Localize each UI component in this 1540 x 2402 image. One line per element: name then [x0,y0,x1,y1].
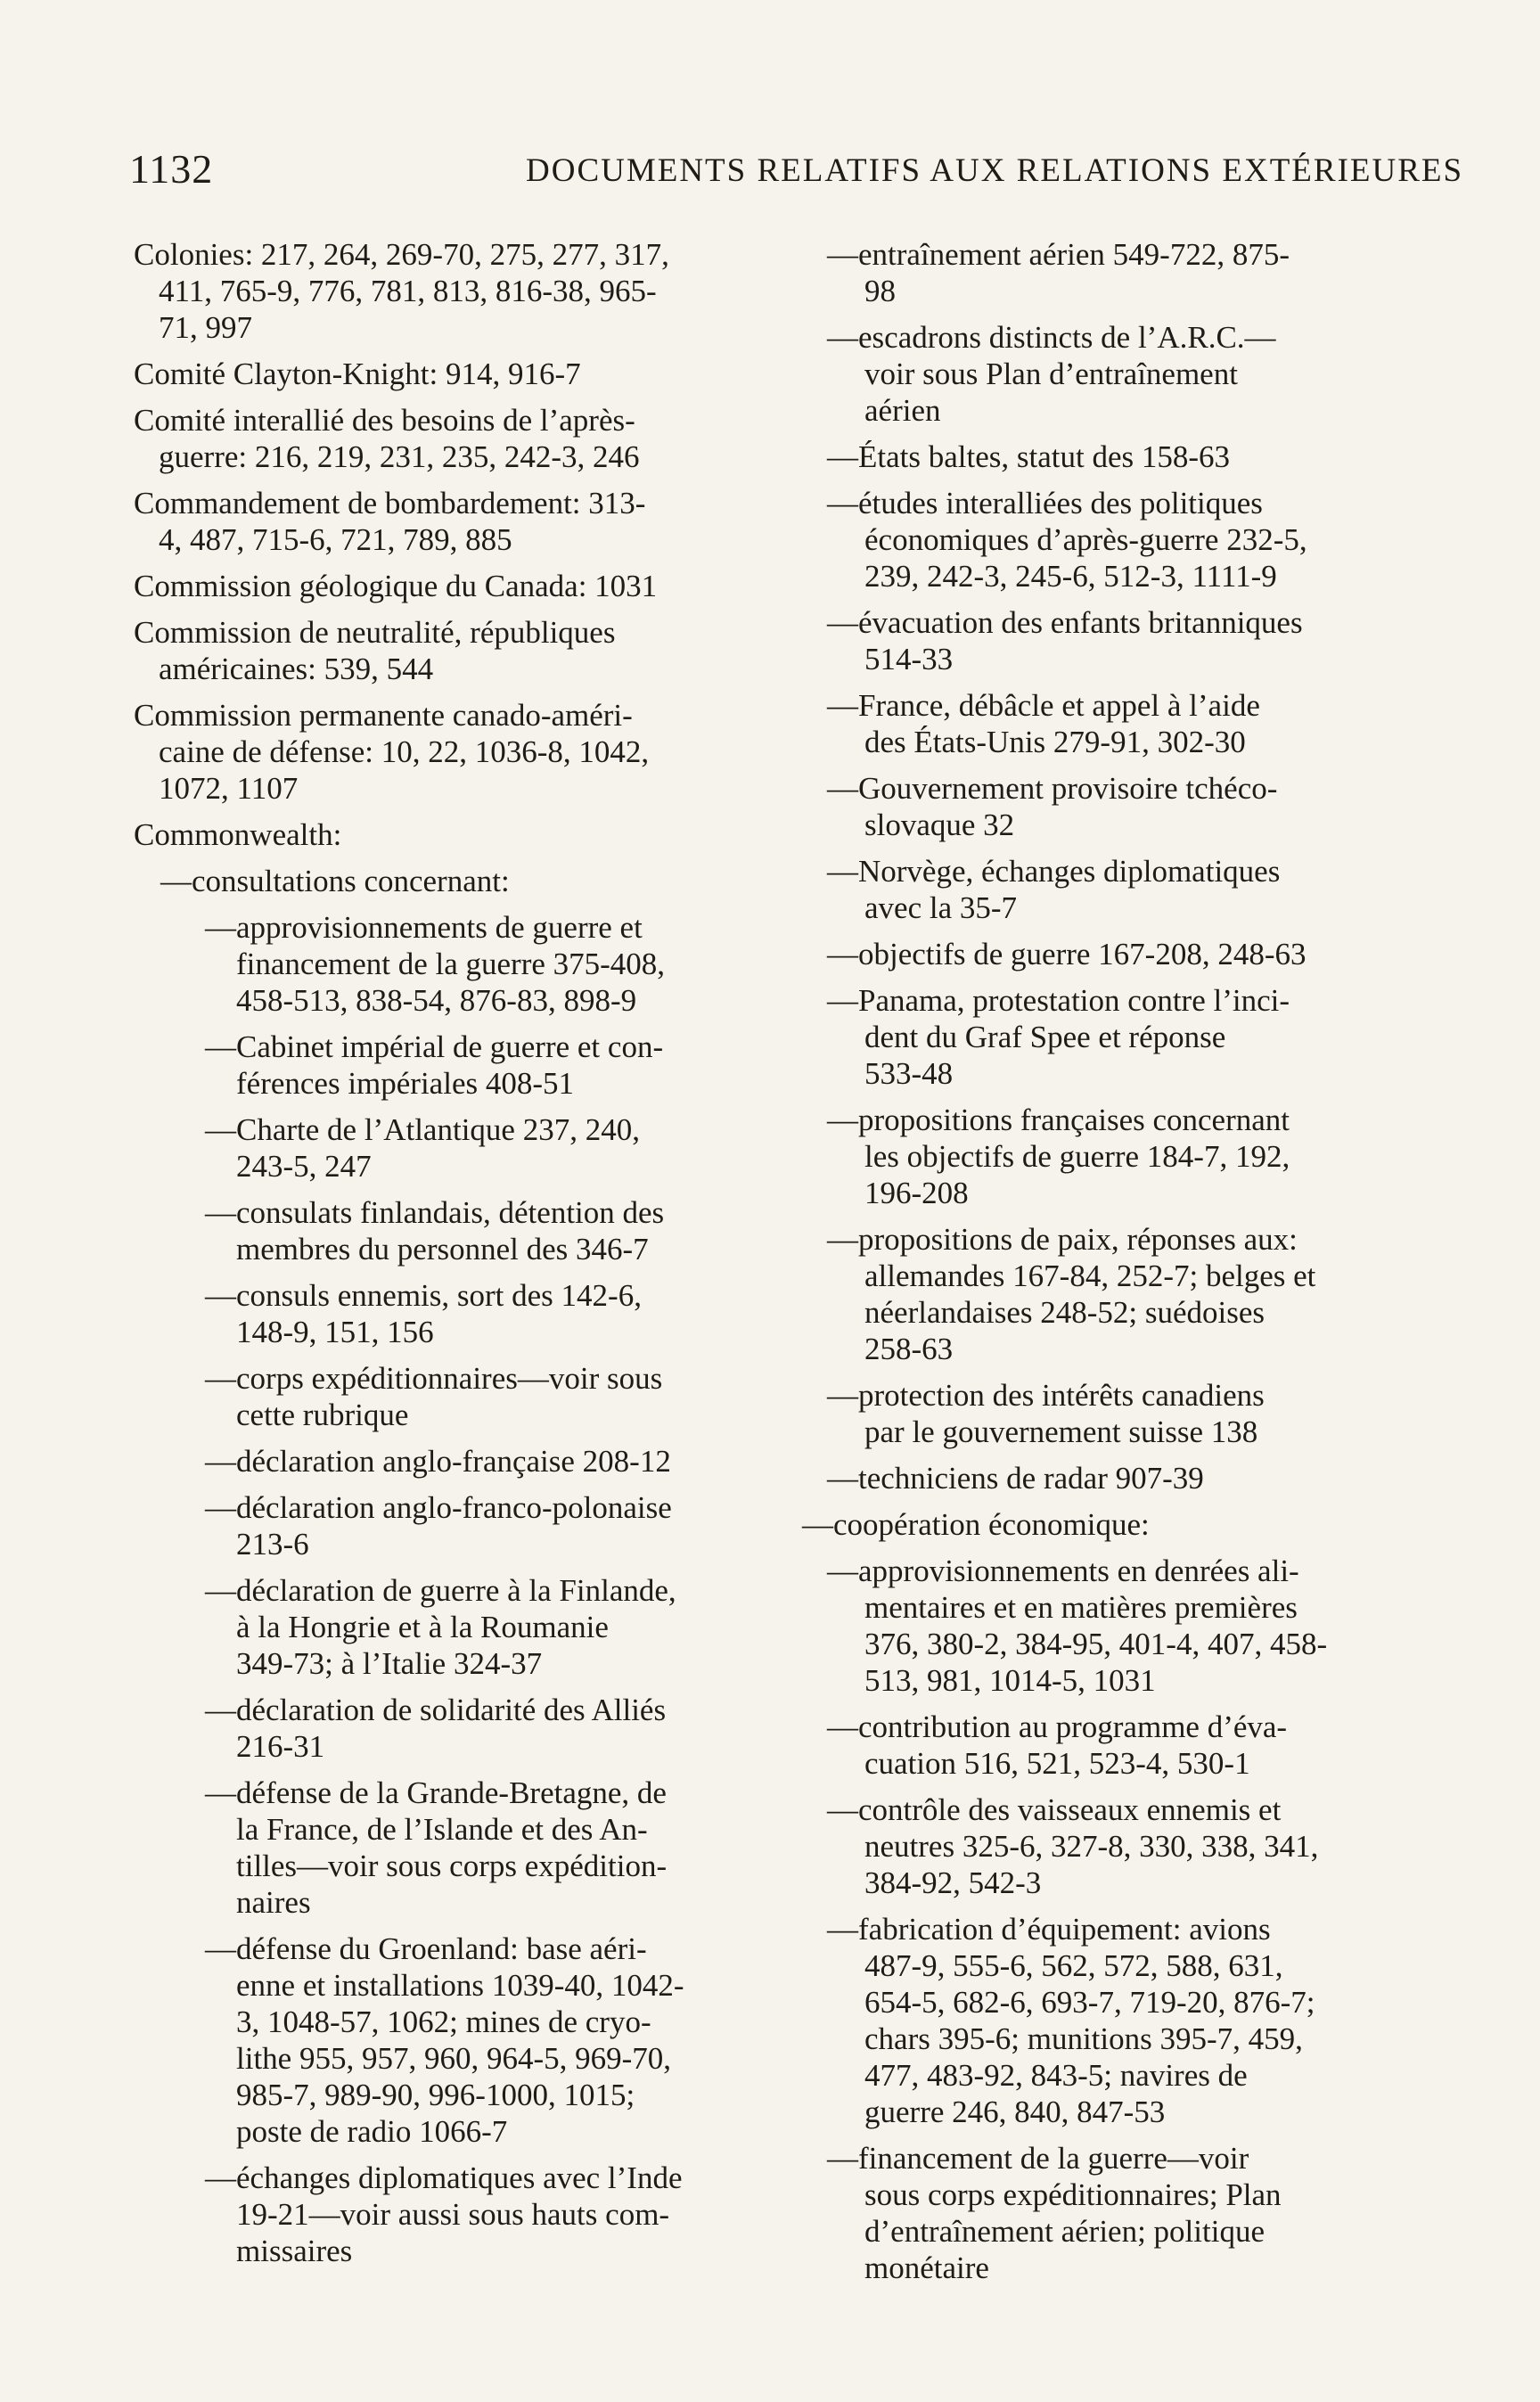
index-entry [134,1360,758,1433]
index-entry-line: slovaque 32 [864,807,1015,842]
index-column-left [134,236,758,2279]
index-entry-line: à la Hongrie et à la Roumanie [236,1610,609,1644]
index-entry [827,1911,1424,2130]
index-entry-line: —Charte de l’Atlantique 237, 240, [205,1112,640,1147]
index-entry-line: —consultations concernant: [160,864,510,898]
index-entry-line: guerre: 216, 219, 231, 235, 242-3, 246 [159,439,640,474]
index-entry-line: 411, 765-9, 776, 781, 813, 816-38, 965- [159,274,657,308]
index-entry [134,816,758,853]
index-entry-line: guerre 246, 840, 847-53 [864,2095,1166,2129]
index-entry-line: 148-9, 151, 156 [236,1315,434,1349]
index-entry-line: —Gouvernement provisoire tchéco- [827,771,1278,806]
index-entry [827,1221,1424,1367]
index-entry [134,236,758,346]
index-entry-line: Commission permanente canado-améri- [134,698,633,733]
index-entry-line: Colonies: 217, 264, 269-70, 275, 277, 317, [134,237,669,272]
index-entry-line: missaires [236,2234,353,2268]
index-entry-line: dent du Graf Spee et réponse [864,1020,1226,1054]
index-entry-line: 243-5, 247 [236,1149,372,1184]
index-entry-line: 19-21—voir aussi sous hauts com- [236,2197,670,2232]
index-entry [802,1506,1424,1543]
index-entry-line: d’entraînement aérien; politique [864,2214,1265,2249]
index-entry-line: —défense de la Grande-Bretagne, de [205,1775,667,1810]
index-entry-line: —contrôle des vaisseaux ennemis et [827,1792,1282,1827]
index-entry-line: —consulats finlandais, détention des [205,1195,665,1230]
index-entry [827,1791,1424,1901]
index-entry-line: férences impériales 408-51 [236,1066,575,1101]
index-entry-line: enne et installations 1039-40, 1042- [236,1968,684,2003]
index-entry-line: membres du personnel des 346-7 [236,1232,649,1267]
index-entry [134,2160,758,2269]
index-entry-line: —propositions de paix, réponses aux: [827,1222,1298,1257]
index-entry [134,1277,758,1350]
index-entry-line: 258-63 [864,1332,954,1366]
index-entry [827,1377,1424,1450]
page-number: 1132 [129,146,214,192]
index-entry-line: naires [236,1885,311,1920]
index-entry-line: —Norvège, échanges diplomatiques [827,854,1281,889]
index-entry [134,1194,758,1267]
index-entry-line: 477, 483-92, 843-5; navires de [864,2058,1248,2093]
index-entry-line: —échanges diplomatiques avec l’Inde [205,2160,683,2195]
index-entry-line: des États-Unis 279-91, 302-30 [864,725,1246,759]
index-entry [134,402,758,475]
index-entry [134,1572,758,1682]
index-entry [134,863,758,899]
index-entry-line: —approvisionnements en denrées ali- [827,1554,1299,1588]
index-entry-line: —évacuation des enfants britanniques [827,605,1303,640]
index-entry-line: —escadrons distincts de l’A.R.C.— [827,320,1276,355]
index-entry-line: avec la 35-7 [864,890,1018,925]
index-entry [134,909,758,1019]
index-entry-line: monétaire [864,2250,989,2285]
index-entry-line: —contribution au programme d’éva- [827,1709,1288,1744]
index-entry-line: 514-33 [864,642,954,676]
index-entry-line: —financement de la guerre—voir [827,2141,1249,2176]
index-entry-line: —propositions françaises concernant [827,1103,1290,1137]
index-entry-line: 213-6 [236,1527,309,1562]
index-entry-line: les objectifs de guerre 184-7, 192, [864,1139,1290,1174]
index-entry [827,853,1424,926]
index-entry [134,697,758,807]
index-entry-line: 1072, 1107 [159,771,299,806]
index-entry-line: tilles—voir sous corps expédition- [236,1849,668,1883]
index-entry [827,485,1424,594]
index-entry-line: Commission géologique du Canada: 1031 [134,569,658,603]
index-entry-line: mentaires et en matières premières [864,1590,1298,1625]
running-head: DOCUMENTS RELATIFS AUX RELATIONS EXTÉRIEURES [526,152,1464,189]
index-entry [134,1931,758,2150]
index-entry-line: 458-513, 838-54, 876-83, 898-9 [236,983,637,1018]
index-entry [827,439,1424,475]
index-entry-line: 376, 380-2, 384-95, 401-4, 407, 458- [864,1627,1328,1661]
index-entry-line: —études interalliées des politiques [827,486,1263,521]
index-entry [827,936,1424,972]
index-column-right [802,236,1424,2296]
index-entry-line: cuation 516, 521, 523-4, 530-1 [864,1746,1250,1781]
index-entry-line: —déclaration anglo-française 208-12 [205,1444,671,1479]
index-entry-line: par le gouvernement suisse 138 [864,1414,1258,1449]
index-entry-line: —protection des intérêts canadiens [827,1378,1265,1413]
index-entry-line: 349-73; à l’Italie 324-37 [236,1646,543,1681]
index-entry [134,568,758,604]
index-entry-line: 4, 487, 715-6, 721, 789, 885 [159,522,512,557]
index-entry [134,485,758,558]
index-entry [134,614,758,687]
index-entry-line: —États baltes, statut des 158-63 [827,439,1231,474]
index-entry-line: 196-208 [864,1176,969,1210]
index-entry [134,1443,758,1480]
index-entry-line: —fabrication d’équipement: avions [827,1912,1271,1947]
index-entry [827,1460,1424,1496]
index-entry-line: 3, 1048-57, 1062; mines de cryo- [236,2004,651,2039]
index-entry-line: —déclaration anglo-franco-polonaise [205,1490,672,1525]
index-entry-line: lithe 955, 957, 960, 964-5, 969-70, [236,2041,672,2076]
index-entry-line: —coopération économique: [802,1507,1150,1542]
index-entry [827,1709,1424,1782]
index-entry-line: 71, 997 [159,310,252,345]
index-entry [827,770,1424,843]
index-entry-line: 513, 981, 1014-5, 1031 [864,1663,1156,1698]
index-entry-line: Comité interallié des besoins de l’après- [134,403,635,438]
index-entry-line: sous corps expéditionnaires; Plan [864,2177,1282,2212]
index-entry-line: —approvisionnements de guerre et [205,910,643,945]
index-entry-line: voir sous Plan d’entraînement [864,357,1238,391]
index-entry [827,687,1424,760]
index-entry-line: Commandement de bombardement: 313- [134,486,646,521]
index-entry-line: Comité Clayton-Knight: 914, 916-7 [134,357,581,391]
index-entry-line: Commonwealth: [134,817,342,852]
index-entry [134,1775,758,1921]
index-entry [827,604,1424,677]
index-entry-line: Commission de neutralité, républiques [134,615,616,650]
index-entry [827,236,1424,309]
index-entry [827,319,1424,429]
index-entry-line: 487-9, 555-6, 562, 572, 588, 631, [864,1948,1283,1983]
index-entry-line: —déclaration de solidarité des Alliés [205,1693,667,1727]
index-entry-line: 239, 242-3, 245-6, 512-3, 1111-9 [864,559,1277,594]
index-entry-line: 533-48 [864,1056,954,1091]
index-entry [827,2140,1424,2286]
index-entry-line: 654-5, 682-6, 693-7, 719-20, 876-7; [864,1985,1315,2020]
index-entry-line: 985-7, 989-90, 996-1000, 1015; [236,2078,635,2112]
index-entry-line: chars 395-6; munitions 395-7, 459, [864,2021,1303,2056]
index-entry-line: 216-31 [236,1729,325,1764]
index-entry [827,1102,1424,1211]
index-entry-line: —déclaration de guerre à la Finlande, [205,1573,676,1608]
index-entry-line: —Cabinet impérial de guerre et con- [205,1029,664,1064]
index-entry-line: —Panama, protestation contre l’inci- [827,983,1290,1018]
index-entry-line: aérien [864,393,941,428]
index-entry-line: américaines: 539, 544 [159,652,434,686]
index-entry [134,1692,758,1765]
index-entry [134,1111,758,1185]
index-entry [134,356,758,392]
index-entry [134,1489,758,1562]
index-entry-line: —corps expéditionnaires—voir sous [205,1361,663,1396]
index-entry-line: —objectifs de guerre 167-208, 248-63 [827,937,1307,971]
index-entry [827,982,1424,1092]
index-entry-line: —défense du Groenland: base aéri- [205,1931,647,1966]
index-entry-line: néerlandaises 248-52; suédoises [864,1295,1266,1330]
index-entry-line: allemandes 167-84, 252-7; belges et [864,1258,1316,1293]
index-entry-line: —France, débâcle et appel à l’aide [827,688,1260,723]
index-entry-line: caine de défense: 10, 22, 1036-8, 1042, [159,734,650,769]
index-entry [134,1029,758,1102]
index-entry-line: poste de radio 1066-7 [236,2114,508,2149]
index-entry-line: économiques d’après-guerre 232-5, [864,522,1307,557]
index-entry-line: neutres 325-6, 327-8, 330, 338, 341, [864,1829,1319,1864]
index-entry-line: —entraînement aérien 549-722, 875- [827,237,1290,272]
index-entry-line: 98 [864,274,896,308]
index-entry-line: financement de la guerre 375-408, [236,947,666,981]
index-entry-line: cette rubrique [236,1398,409,1432]
index-entry [827,1553,1424,1699]
index-entry-line: la France, de l’Islande et des An- [236,1812,648,1847]
index-entry-line: —consuls ennemis, sort des 142-6, [205,1278,642,1313]
index-entry-line: 384-92, 542-3 [864,1865,1042,1900]
index-entry-line: —techniciens de radar 907-39 [827,1461,1204,1496]
